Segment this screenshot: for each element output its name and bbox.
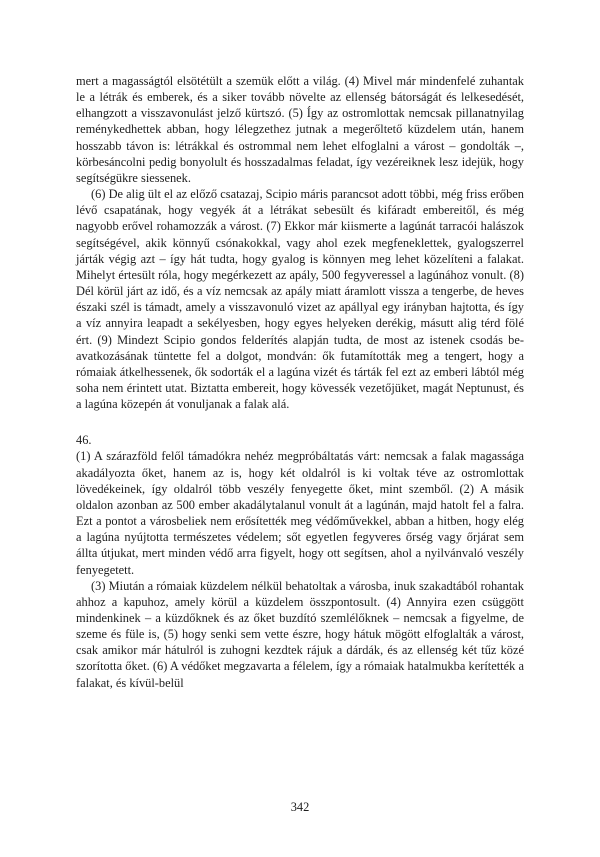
chapter-number: 46. — [76, 433, 92, 448]
paragraph-chapter-46-first: (1) A szárazföld felől támadókra nehéz megpróbáltatás várt: nemcsak a falak magassága akadályozta őket, hanem az is, hogy két oldalról is ki voltak téve az ostromlottak lövedékeinek, így oldalról több veszély fenyegette őket, mint szemből. (2) A másik oldalon azonban az 500 ember akadálytalanul vonult át a lagúnán, majd hatolt fel a falra. Ezt a pontot a városbeliek nem erősítették meg védőművekkel, abban a hitben, hogy elég a lagúna nyújtotta természetes védelem; sőt egyetlen fegyveres őrség vagy őrjárat sem állta útjukat, mert minden védő arra figyelt, hogy ott segítsen, ahol a nyilvánvaló veszély fenyegetett. — [76, 449, 524, 577]
page-body — [76, 73, 524, 691]
paragraph-continuation: mert a magasságtól elsötétült a szemük előtt a világ. (4) Mivel már mindenfelé zuhantak le a létrák és emberek, és a siker tovább növelte az ellenség bátorságát és lelkesedését, elhangzott a visszavonulást jelző kürtszó. (5) Így az ostromlottak nemcsak pillanatnyilag reménykedhettek abban, hogy lélegzethez jutnak a megerőltető küzdelem után, hanem hosszabb távon is: létrákkal és ostrommal nem lehet elfoglalni a várost – gondolták –, körbesáncolni pedig bonyolult és hosszadalmas feladat, így vezéreiknek lesz idejük, hogy segítségükre siessenek. — [76, 74, 524, 185]
paragraph-6: (6) De alig ült el az előző csatazaj, Scipio máris parancsot adott többi, még friss erőben lévő csapatának, hogy vegyék át a létrákat sebesült és kifáradt embereitől, és még nagyobb erővel rohamozzák a várost. (7) Ekkor már kiismerte a lagúnát tarracói halászok segítségével, akik könnyű csónakokkal, vagy ahol ezek megfeneklettek, gyalogszerrel járták végig azt – így hát tudta, hogy gyalog is könnyen meg lehet közelíteni a falakat. Mihelyt értesült róla, hogy megérkezett az apály, 500 fegyveressel a lagúnához vonult. (8) Dél körül járt az idő, és a víz nemcsak az apály miatt áramlott vissza a tengerbe, de heves északi szél is támadt, amely a visszavonuló vizet az apállyal egy irányban hajtotta, és így a víz annyira leapadt a sekélyesben, hogy egyes helyeken derékig, másutt alig térd fölé ért. (9) Mindezt Scipio gondos felderítés alapján tudta, de most az istenek csodás beavatkozásának tüntette fel a dolgot, mondván: ők futamították meg a tengert, hogy a rómaiak átkelhessenek, ők sodorták el a lagúna vizét és tárták fel ezt az emberi lábtól még soha nem érintett utat. Biztatta embereit, hogy kövessék vezetőjüket, magát Neptunust, és a lagúna közepén át vonuljanak a falak alá. — [76, 187, 524, 412]
page-number: 342 — [290, 800, 310, 814]
paragraph-chapter-46-second: (3) Miután a rómaiak küzdelem nélkül behatoltak a városba, inuk szakadtából rohantak ahhoz a kapuhoz, amely körül a küzdelem összpontosult. (4) Annyira ezen csüggött mindenkinek – a küzdőknek és az őket buzdító szemlélőknek – nemcsak a figyelme, de szeme és füle is, (5) hogy senki sem vette észre, hogy hátuk mögött elfoglalták a várost, csak amikor már hátulról is zuhogni kezdtek rájuk a dárdák, és az ellenség két tűz közé szorította őket. (6) A védőket megzavarta a félelem, így a rómaiak hatalmukba kerítették a falakat, és kívül-belül — [76, 578, 524, 690]
